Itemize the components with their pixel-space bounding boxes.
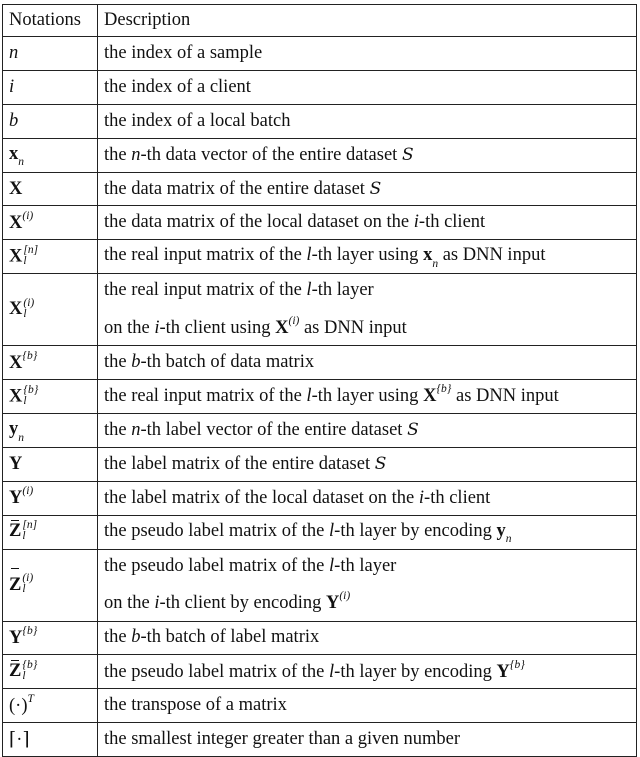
symbol-cell: $y_n$ [3,413,98,447]
notation-table [2,4,637,757]
symbol-cell: $(\cdot)^T$ [3,689,98,723]
description-cell: the n-th label vector of the entire dataset S [98,413,637,447]
table-row [3,655,637,689]
description-cell: the b-th batch of data matrix [98,346,637,380]
table-row [3,515,637,549]
symbol-cell: i [3,70,98,104]
symbol-cell: ⌈·⌉ [3,723,98,757]
description-cell: the transpose of a matrix [98,689,637,723]
table-row [3,447,637,481]
symbol-cell: $Y^{(i)}$ [3,481,98,515]
symbol-cell: X (i) l [3,274,98,346]
description-cell: the data matrix of the local dataset on the i-th client [98,206,637,240]
table-row [3,274,637,346]
description-cell: the index of a client [98,70,637,104]
description-cell: the real input matrix of the l-th layer using $X^{\{b\}}$ as DNN input [98,380,637,414]
table-row [3,689,637,723]
table-row [3,413,637,447]
symbol-cell: Z (i) l [3,549,98,621]
description-cell: the pseudo label matrix of the l-th layer on the i-th client by encoding $Y^{(i)}$ [98,549,637,621]
symbol-cell: X [n] l [3,240,98,274]
table-row [3,240,637,274]
description-cell: the smallest integer greater than a given number [98,723,637,757]
description-cell: the pseudo label matrix of the l-th layer by encoding $Y^{\{b\}}$ [98,655,637,689]
table-row [3,346,637,380]
table-row [3,380,637,414]
symbol-cell: n [3,37,98,71]
symbol-cell: Z [n] l [3,515,98,549]
description-cell: the b-th batch of label matrix [98,621,637,655]
symbol-cell: Y [3,447,98,481]
description-cell: the index of a sample [98,37,637,71]
table-row [3,172,637,206]
description-cell: the label matrix of the local dataset on the i-th client [98,481,637,515]
description-cell: the index of a local batch [98,104,637,138]
table-row [3,70,637,104]
symbol-cell: $X^{\{b\}}$ [3,346,98,380]
description-cell: the real input matrix of the l-th layer on the i-th client using $X^{(i)}$ as DNN input [98,274,637,346]
table-row [3,138,637,172]
table-row [3,37,637,71]
table-row [3,621,637,655]
table-row [3,723,637,757]
table-row [3,481,637,515]
table-row [3,549,637,621]
symbol-cell: b [3,104,98,138]
description-cell: the pseudo label matrix of the l-th layer by encoding $y_n$ [98,515,637,549]
description-cell: the n-th data vector of the entire dataset S [98,138,637,172]
table-row [3,206,637,240]
description-cell: the real input matrix of the l-th layer using $x_n$ as DNN input [98,240,637,274]
symbol-cell: $X^{(i)}$ [3,206,98,240]
symbol-cell: X [3,172,98,206]
header-notations: Notations [3,5,98,37]
header-row [3,5,637,37]
description-cell: the label matrix of the entire dataset S [98,447,637,481]
symbol-cell: Z {b} l [3,655,98,689]
header-description: Description [98,5,637,37]
symbol-cell: $x_n$ [3,138,98,172]
symbol-cell: X {b} l [3,380,98,414]
description-cell: the data matrix of the entire dataset S [98,172,637,206]
symbol-cell: $Y^{\{b\}}$ [3,621,98,655]
table-row [3,104,637,138]
